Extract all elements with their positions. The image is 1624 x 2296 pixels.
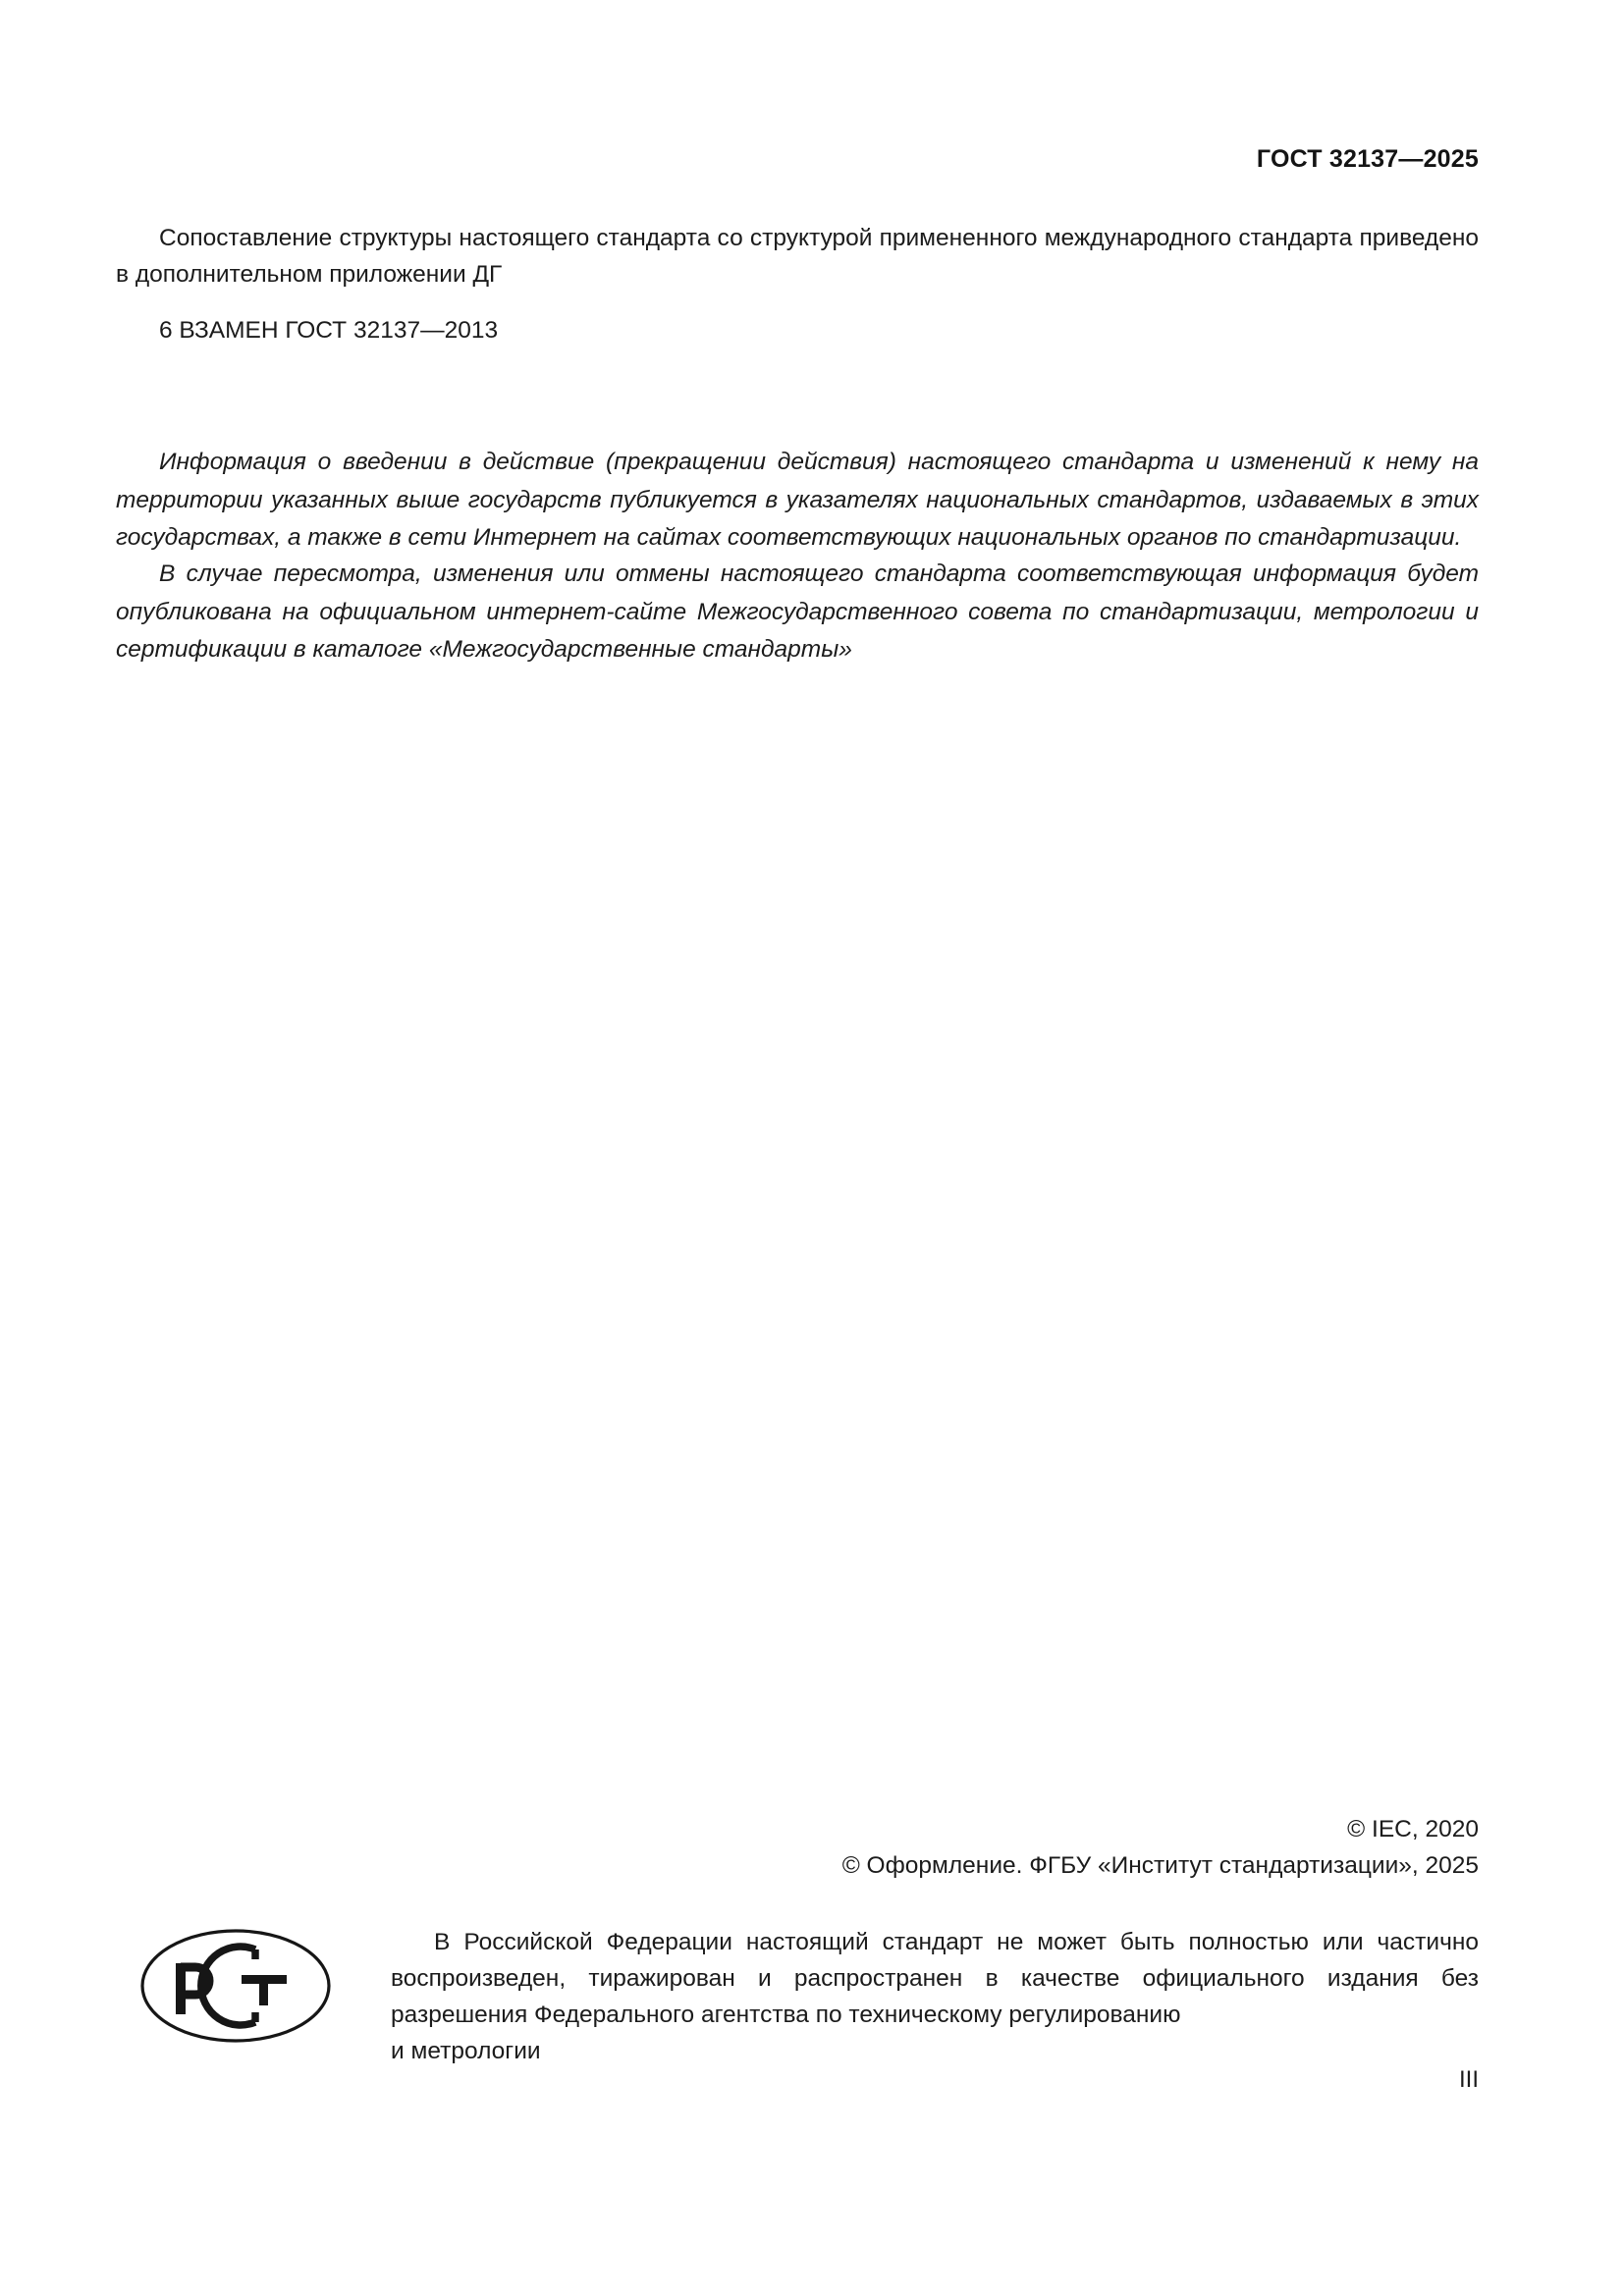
- italic-notice-paragraph-1: Информация о введении в действие (прекращении действия) настоящего стандарта и изменений к нему на территории указанных выше государств публикуется в указателях национальных стандартов, издаваемых в этих государствах, а также в сети Интернет на сайтах соответствующих национальных органов по стандартизации.: [116, 449, 1479, 551]
- rst-certification-logo: [139, 1926, 332, 2046]
- italic-notice-block-2: [116, 556, 1479, 669]
- copyright-iec: © IEC, 2020: [1347, 1816, 1479, 1842]
- paragraph-structure-note: Сопоставление структуры настоящего стандарта со структурой примененного международного стандарта приведено в дополнительном приложении ДГ: [116, 225, 1479, 288]
- italic-notice-paragraph-2: В случае пересмотра, изменения или отмены настоящего стандарта соответствующая информация будет опубликована на официальном интернет-сайте Межгосударственного совета по стандартизации, метрологии и сертификации в каталоге «Межгосударственные стандарты»: [116, 561, 1479, 663]
- restriction-notice-text: В Российской Федерации настоящий стандарт не может быть полностью или частично воспроизведен, тиражирован и распространен в качестве официального издания без разрешения Федерального агентства по техническому регулированию: [391, 1929, 1479, 2028]
- italic-notice-block-1: [116, 444, 1479, 558]
- paragraph-replaces-clause: 6 ВЗАМЕН ГОСТ 32137—2013: [159, 317, 499, 344]
- restriction-notice-last-line: и метрологии: [391, 2038, 541, 2064]
- page-number: III: [1458, 2066, 1479, 2093]
- restriction-notice: [391, 1924, 1479, 2069]
- rst-logo-svg: [139, 1926, 332, 2046]
- copyright-formatting: © Оформление. ФГБУ «Институт стандартизации», 2025: [841, 1852, 1479, 1879]
- page-header-standard-code: ГОСТ 32137—2025: [1256, 145, 1479, 173]
